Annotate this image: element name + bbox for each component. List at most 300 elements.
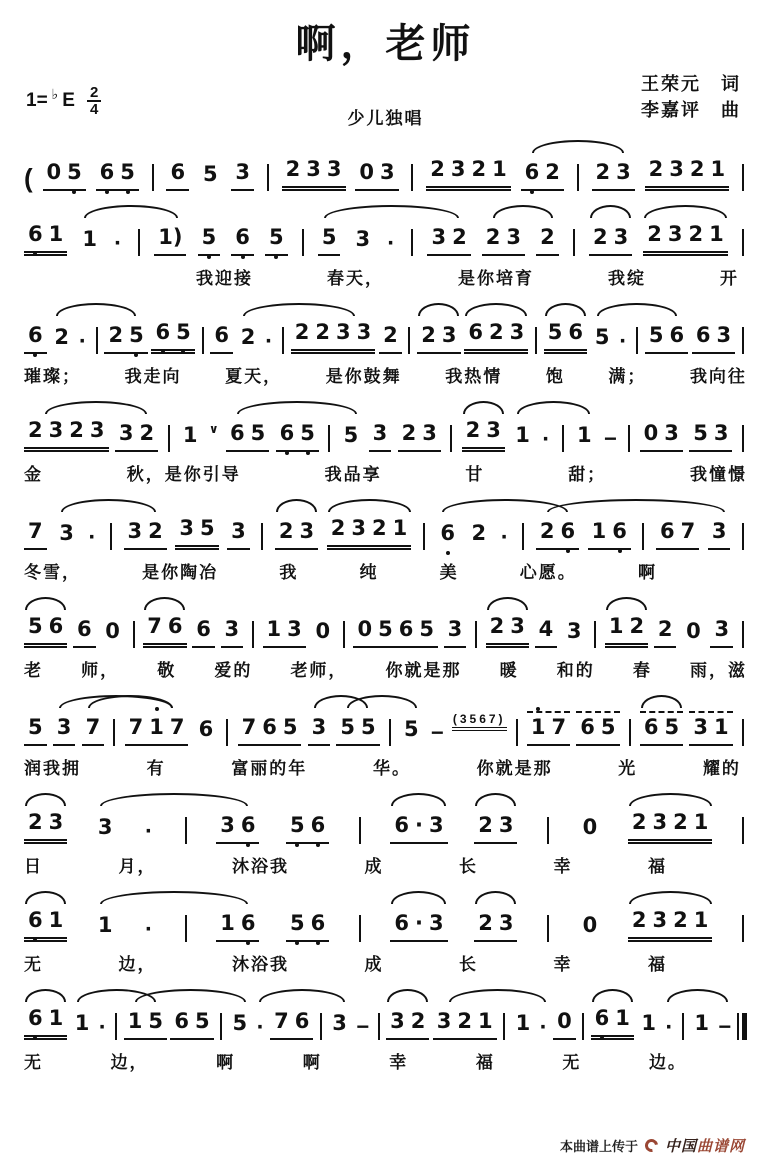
note-digit: 1 bbox=[127, 1009, 143, 1033]
dash-note: − bbox=[718, 1014, 732, 1039]
notes-row bbox=[24, 988, 747, 1040]
note-digit: 3 bbox=[89, 418, 105, 442]
note-group bbox=[286, 812, 329, 844]
note-digit: 1 bbox=[709, 222, 724, 246]
note-group bbox=[692, 322, 735, 354]
note-group bbox=[592, 159, 635, 191]
notes-row bbox=[24, 890, 747, 942]
note-digit: 3 bbox=[336, 320, 351, 344]
lyric-segment: 满； bbox=[608, 367, 647, 386]
note-digit: 2 bbox=[489, 614, 505, 638]
note-group bbox=[482, 224, 525, 256]
note-digit: 5 bbox=[693, 421, 708, 445]
note-digit: 3 bbox=[664, 421, 679, 445]
augmentation-dot: · bbox=[542, 426, 551, 453]
note-digit: 2 bbox=[457, 1009, 473, 1033]
music-system bbox=[24, 890, 747, 975]
octave-dot-low bbox=[316, 941, 320, 945]
slur-arc bbox=[463, 401, 504, 414]
note-digit: 3 bbox=[97, 815, 113, 839]
note-digit: 2 bbox=[371, 516, 387, 540]
barline bbox=[423, 523, 425, 550]
barline bbox=[535, 327, 537, 354]
note-group bbox=[311, 618, 334, 648]
octave-dot-low bbox=[274, 255, 278, 259]
note-digit: 6 bbox=[76, 617, 92, 641]
barline bbox=[503, 1013, 505, 1040]
note-digit: 3 bbox=[127, 519, 143, 543]
subtitle: 少儿独唱 bbox=[347, 109, 424, 128]
composer-credit: 李嘉评 曲 bbox=[641, 100, 741, 120]
lyric-segment: 润我拥 bbox=[24, 759, 81, 778]
note-digit: 2 bbox=[285, 157, 301, 181]
slur-arc bbox=[532, 140, 625, 153]
note-digit: 1) bbox=[158, 225, 183, 249]
note-line bbox=[24, 613, 747, 648]
note-group bbox=[24, 322, 47, 354]
breath-mark-icon: ∨ bbox=[208, 422, 219, 436]
note-group bbox=[417, 322, 460, 354]
note-digit: 1 bbox=[392, 516, 408, 540]
note-group bbox=[275, 518, 318, 550]
note-digit: 7 bbox=[241, 715, 257, 739]
note-digit: 3 bbox=[506, 225, 522, 249]
note-digit: 6 bbox=[155, 319, 170, 345]
note-digit: 6 bbox=[394, 813, 410, 837]
time-bottom: 4 bbox=[89, 101, 99, 118]
note-digit: 2 bbox=[657, 617, 673, 641]
barline bbox=[252, 621, 254, 648]
note-digit: 3 bbox=[613, 225, 629, 249]
octave-dot-low bbox=[33, 938, 37, 942]
note-digit: 3 bbox=[231, 519, 246, 543]
note-digit: 6 bbox=[311, 812, 326, 838]
octave-dot-low bbox=[134, 353, 138, 357]
note-digit: 2 bbox=[595, 160, 611, 184]
note-digit: 2 bbox=[688, 222, 704, 246]
open-paren: ( bbox=[24, 163, 33, 193]
slur-arc bbox=[629, 891, 712, 904]
note-digit: 2 bbox=[294, 320, 310, 344]
barline bbox=[742, 817, 744, 844]
note-digit: 0 bbox=[582, 815, 598, 839]
slur-arc bbox=[84, 205, 178, 218]
note-group bbox=[352, 226, 375, 256]
barline bbox=[408, 327, 410, 354]
music-system bbox=[24, 792, 747, 877]
note-digit: 5 bbox=[600, 715, 616, 739]
note-group bbox=[124, 1008, 167, 1040]
upload-note: 本曲谱上传于 bbox=[559, 1139, 638, 1154]
slur-arc bbox=[25, 597, 66, 610]
note-group bbox=[115, 420, 158, 452]
note-group bbox=[462, 417, 505, 452]
note-group bbox=[151, 319, 194, 354]
note-group bbox=[527, 711, 570, 746]
octave-dot-low bbox=[246, 941, 250, 945]
note-digit: 6 bbox=[214, 323, 229, 347]
lyrics-row bbox=[24, 264, 747, 289]
note-digit: 6 bbox=[235, 224, 250, 250]
barline bbox=[562, 425, 564, 452]
note-group bbox=[682, 618, 705, 648]
note-digit: 3 bbox=[498, 911, 514, 935]
note-digit: 3 bbox=[351, 516, 366, 540]
note-digit: 1 bbox=[220, 911, 235, 935]
note-digit: 2 bbox=[471, 521, 487, 545]
note-group bbox=[628, 809, 713, 844]
note-group bbox=[308, 714, 331, 746]
note-group bbox=[386, 1008, 429, 1040]
note-digit: 6 bbox=[468, 320, 483, 344]
augmentation-dot: · bbox=[500, 524, 509, 551]
note-group bbox=[24, 417, 109, 452]
note-digit: 5 bbox=[232, 1011, 248, 1035]
slur-arc bbox=[391, 891, 446, 904]
barline bbox=[220, 1013, 222, 1040]
note-group bbox=[355, 159, 398, 191]
note-digit: 5 bbox=[67, 159, 82, 185]
slur-arc bbox=[25, 989, 66, 1002]
notes-row bbox=[24, 498, 747, 550]
note-digit: 5 bbox=[419, 617, 434, 641]
barline bbox=[629, 719, 631, 746]
note-digit: 3 bbox=[713, 421, 729, 445]
slur-arc bbox=[418, 303, 459, 316]
note-digit: 1 bbox=[713, 715, 729, 739]
note-group bbox=[24, 714, 47, 746]
barline bbox=[267, 164, 269, 191]
note-group bbox=[229, 1010, 252, 1040]
note-group bbox=[390, 812, 447, 844]
note-digit: 3 bbox=[356, 320, 372, 344]
note-group bbox=[511, 422, 534, 452]
note-digit: 2 bbox=[673, 810, 688, 834]
barline bbox=[343, 621, 345, 648]
notes-row bbox=[24, 400, 747, 452]
slur-arc bbox=[391, 793, 446, 806]
slur-arc bbox=[100, 793, 249, 806]
lyric-segment: 我迎接 bbox=[196, 269, 253, 288]
lyrics-row bbox=[24, 852, 747, 877]
barline bbox=[282, 327, 284, 354]
note-group bbox=[286, 910, 329, 942]
note-digit: 2 bbox=[69, 418, 84, 442]
note-digit: 5 bbox=[290, 812, 305, 838]
lyric-segment: 无 bbox=[24, 1053, 43, 1072]
note-group bbox=[336, 714, 379, 746]
note-digit: 2 bbox=[28, 418, 43, 442]
note-digit: 3 bbox=[441, 323, 457, 347]
lyrics-row bbox=[24, 656, 747, 681]
note-group bbox=[710, 616, 733, 648]
note-group bbox=[605, 613, 648, 648]
lyric-segment: 甜； bbox=[568, 465, 607, 484]
note-group bbox=[82, 714, 105, 746]
note-digit: 3 bbox=[429, 813, 444, 837]
octave-dot-high bbox=[536, 707, 540, 711]
note-group bbox=[198, 224, 221, 256]
barline bbox=[320, 1013, 322, 1040]
music-system bbox=[24, 596, 747, 681]
note-digit: 2 bbox=[139, 421, 155, 445]
octave-dot-low bbox=[241, 255, 245, 259]
site-name-part1: 中国 bbox=[664, 1138, 697, 1155]
note-group bbox=[588, 518, 631, 550]
note-digit: 2 bbox=[108, 323, 124, 347]
lyric-segment: 璀璨； bbox=[24, 367, 81, 386]
note-group bbox=[238, 714, 302, 746]
note-group bbox=[563, 618, 586, 648]
slur-arc bbox=[493, 205, 554, 218]
slur-arc bbox=[45, 401, 147, 414]
note-digit: 3 bbox=[224, 617, 240, 641]
note-group bbox=[179, 422, 202, 452]
barline bbox=[742, 719, 744, 746]
note-digit: 6 bbox=[241, 910, 256, 936]
note-group bbox=[94, 912, 117, 942]
note-group bbox=[327, 515, 412, 550]
note-digit: 1 bbox=[693, 810, 709, 834]
note-digit: 5 bbox=[664, 715, 680, 739]
note-digit: 2 bbox=[240, 325, 256, 349]
lyric-segment: 秋，是你引导 bbox=[126, 465, 241, 484]
note-group bbox=[24, 221, 67, 256]
note-digit: 6 bbox=[394, 911, 410, 935]
lyric-segment: 我 bbox=[279, 563, 299, 582]
note-digit: 5 bbox=[129, 322, 144, 348]
note-digit: 2 bbox=[545, 160, 560, 184]
lyric-segment: 光 bbox=[618, 759, 638, 778]
slur-arc bbox=[597, 303, 678, 316]
lyric-segment: 暖 bbox=[499, 661, 519, 680]
lyric-segment: 耀的 bbox=[702, 759, 741, 778]
note-group bbox=[231, 224, 254, 256]
page-title: 啊，老师 bbox=[295, 22, 476, 66]
note-group bbox=[96, 159, 139, 191]
barline bbox=[168, 425, 170, 452]
note-digit: 5 bbox=[269, 224, 284, 250]
note-group bbox=[536, 224, 559, 256]
note-group bbox=[276, 420, 319, 452]
octave-dot-low bbox=[618, 549, 622, 553]
note-digit: 3 bbox=[447, 617, 463, 641]
cue-notes: (3567) bbox=[452, 712, 507, 731]
note-group bbox=[579, 814, 602, 844]
lyric-segment: 有 bbox=[146, 759, 166, 778]
octave-dot-low bbox=[72, 190, 76, 194]
barline bbox=[411, 229, 413, 256]
lyric-segment: 饱 bbox=[545, 367, 565, 386]
note-digit: 6 bbox=[398, 617, 414, 641]
note-group bbox=[464, 319, 528, 354]
lyric-segment: 开 bbox=[720, 269, 739, 288]
note-group bbox=[71, 1010, 94, 1040]
barline bbox=[96, 327, 98, 354]
note-digit: 6 bbox=[262, 715, 277, 739]
music-system bbox=[24, 302, 747, 387]
barline bbox=[573, 229, 575, 256]
note-group bbox=[216, 910, 259, 942]
lyric-segment: 我绽 bbox=[608, 269, 646, 288]
note-digit: 2 bbox=[488, 320, 504, 344]
note-digit: 0 bbox=[315, 619, 331, 643]
augmentation-dot: · bbox=[619, 328, 628, 355]
note-group bbox=[579, 912, 602, 942]
note-group bbox=[535, 616, 558, 648]
note-digit: 1 bbox=[531, 714, 546, 740]
augmentation-dot: · bbox=[265, 328, 274, 355]
augmentation-dot: · bbox=[88, 524, 97, 551]
note-line bbox=[24, 417, 747, 452]
note-group bbox=[544, 319, 587, 354]
lyric-segment: 纯 bbox=[359, 563, 379, 582]
note-group bbox=[573, 422, 596, 452]
note-digit: 3 bbox=[711, 519, 727, 543]
note-digit: 5 bbox=[378, 617, 393, 641]
note-digit: 6 bbox=[28, 907, 43, 933]
note-group bbox=[369, 420, 392, 452]
lyric-segment: 无 bbox=[24, 955, 43, 974]
note-group bbox=[125, 714, 189, 746]
lyric-segment: 月， bbox=[118, 857, 157, 876]
note-group bbox=[637, 1010, 660, 1040]
slur-arc bbox=[590, 205, 631, 218]
note-group bbox=[104, 322, 147, 354]
note-group bbox=[124, 518, 167, 550]
note-group bbox=[291, 319, 376, 354]
note-line bbox=[24, 907, 747, 942]
octave-dot-low bbox=[295, 843, 299, 847]
note-digit: 3 bbox=[422, 421, 437, 445]
lyric-segment: 老师， bbox=[290, 661, 348, 680]
slur-arc bbox=[56, 303, 137, 316]
note-digit: 2 bbox=[648, 157, 664, 181]
lyric-segment: 沐浴我 bbox=[232, 857, 289, 876]
music-system bbox=[24, 204, 747, 289]
note-group bbox=[589, 224, 632, 256]
octave-dot-low bbox=[566, 549, 570, 553]
note-group bbox=[708, 518, 731, 550]
barline bbox=[302, 229, 304, 256]
lyric-segment: 边， bbox=[110, 1053, 149, 1072]
note-digit: 6 bbox=[660, 519, 675, 543]
note-digit: 6 bbox=[560, 518, 575, 544]
lyric-segment: 啊 bbox=[637, 563, 657, 582]
lyric-segment: 福 bbox=[648, 955, 667, 974]
site-name bbox=[665, 1135, 745, 1156]
note-group bbox=[94, 814, 117, 844]
barline bbox=[522, 523, 524, 550]
barline bbox=[636, 327, 638, 354]
note-digit: 3 bbox=[380, 160, 395, 184]
note-digit: 6 bbox=[568, 320, 584, 344]
note-group bbox=[591, 324, 614, 354]
note-line bbox=[24, 1005, 747, 1040]
note-digit: 5 bbox=[28, 614, 43, 638]
barline bbox=[582, 1013, 584, 1040]
lyric-segment: 幸 bbox=[389, 1053, 409, 1072]
note-digit: 3 bbox=[118, 421, 134, 445]
note-digit: 7 bbox=[680, 519, 696, 543]
octave-dot-low bbox=[285, 451, 289, 455]
lyric-segment: 爱的 bbox=[214, 661, 253, 680]
barline bbox=[226, 719, 228, 746]
note-digit: 5 bbox=[250, 421, 266, 445]
note-digit: 3 bbox=[450, 157, 466, 181]
note-digit: 2 bbox=[28, 810, 43, 834]
header-meta-row bbox=[24, 71, 747, 133]
note-digit: 1 bbox=[515, 1011, 531, 1035]
slur-arc bbox=[328, 499, 411, 512]
note-group bbox=[512, 1010, 535, 1040]
note-digit: 7 bbox=[274, 1009, 289, 1033]
note-digit: 2 bbox=[647, 222, 662, 246]
note-digit: 2 bbox=[148, 519, 163, 543]
lyrics-row bbox=[24, 1048, 747, 1073]
barline bbox=[742, 229, 744, 256]
note-digit: 5 bbox=[594, 325, 610, 349]
note-digit: 5 bbox=[343, 423, 359, 447]
note-group bbox=[521, 159, 564, 191]
note-group bbox=[170, 1008, 213, 1040]
note-digit: 3 bbox=[287, 617, 302, 641]
note-digit: 6 bbox=[440, 520, 455, 546]
slur-arc bbox=[606, 597, 647, 610]
barline bbox=[389, 719, 391, 746]
note-digit: 2 bbox=[430, 157, 445, 181]
barline bbox=[742, 523, 744, 550]
lyric-segment: 甘 bbox=[465, 465, 485, 484]
time-top: 2 bbox=[87, 85, 101, 102]
note-group bbox=[24, 809, 67, 844]
note-digit: 6 bbox=[100, 159, 115, 185]
note-group bbox=[270, 1008, 313, 1040]
note-digit: 3 bbox=[669, 157, 684, 181]
note-group bbox=[43, 159, 86, 191]
music-system bbox=[24, 400, 747, 485]
note-digit: 5 bbox=[202, 162, 218, 186]
note-group bbox=[263, 616, 306, 648]
note-group bbox=[645, 322, 688, 354]
lyric-segment: 长 bbox=[459, 955, 478, 974]
note-digit: 6 bbox=[294, 1009, 310, 1033]
barline bbox=[378, 1013, 380, 1040]
lyrics-row bbox=[24, 950, 747, 975]
lyric-segment: 我走向 bbox=[124, 367, 182, 386]
barline bbox=[185, 915, 187, 942]
note-digit: 7 bbox=[551, 715, 567, 739]
lyric-segment: 幸 bbox=[553, 857, 573, 876]
key-prefix: 1= bbox=[26, 90, 48, 111]
note-digit: 3 bbox=[486, 418, 501, 442]
note-digit: 2 bbox=[540, 225, 555, 249]
note-digit: 5 bbox=[340, 715, 356, 739]
note-digit: 2 bbox=[631, 810, 647, 834]
note-group bbox=[226, 420, 269, 452]
note-group bbox=[353, 616, 438, 648]
augmentation-dot: · bbox=[256, 1014, 265, 1041]
note-digit: 6 bbox=[525, 159, 540, 185]
slur-arc bbox=[517, 401, 591, 414]
augmentation-dot: · bbox=[145, 916, 154, 943]
note-group bbox=[444, 616, 467, 648]
note-group bbox=[282, 156, 346, 191]
barline bbox=[742, 425, 744, 452]
notes-row bbox=[24, 792, 747, 844]
note-digit: 1 bbox=[615, 1006, 630, 1030]
octave-dot-low bbox=[295, 941, 299, 945]
